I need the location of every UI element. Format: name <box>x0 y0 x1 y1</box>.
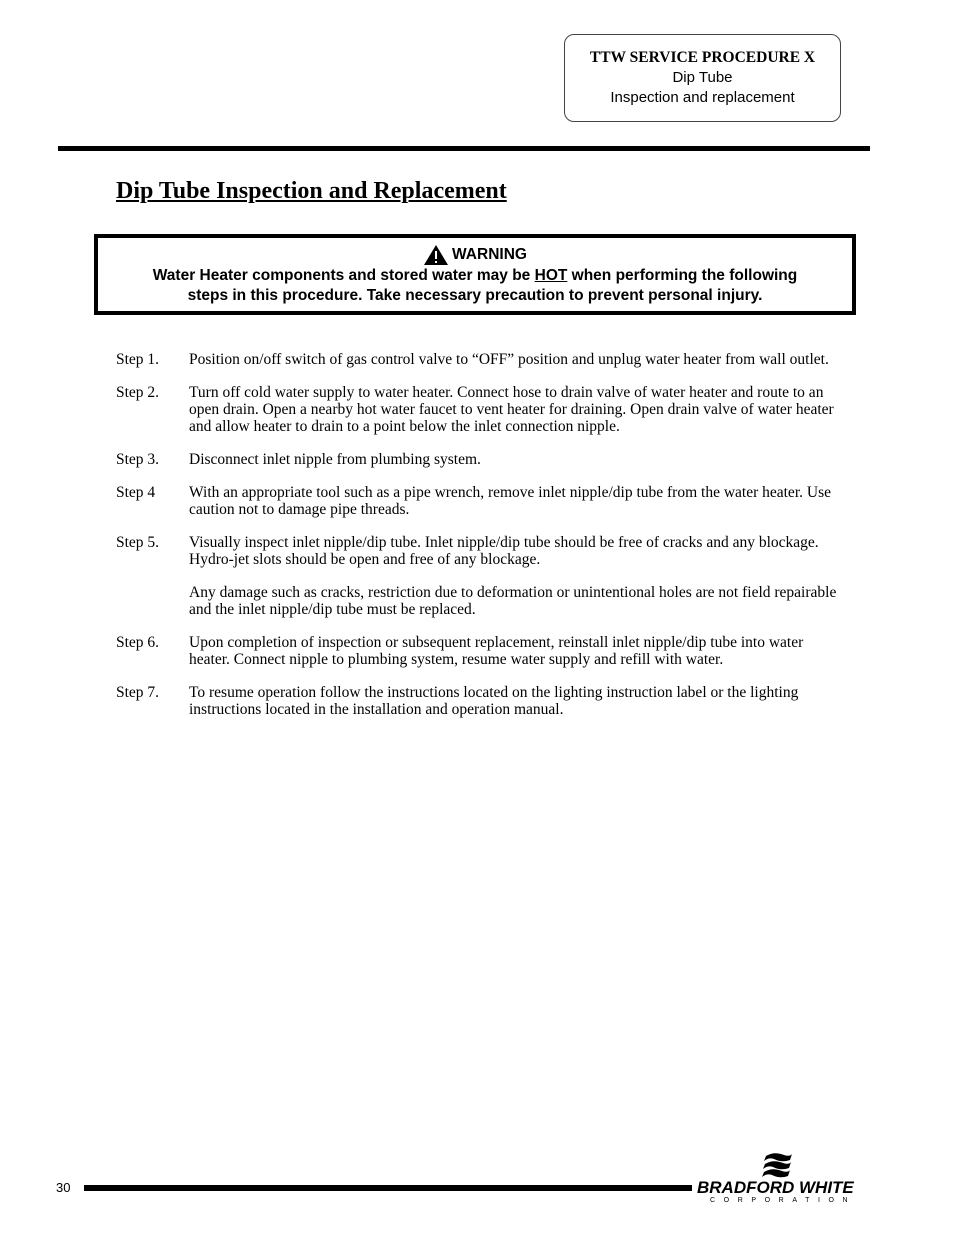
warning-text-line1 <box>98 266 852 286</box>
step-text: To resume operation follow the instructions located on the lighting instruction label or the lighting instructions located in the installation and operation manual. <box>189 684 799 718</box>
procedure-header-title: TTW SERVICE PROCEDURE X <box>589 49 816 66</box>
warning-heading-row <box>98 244 852 266</box>
page-number: 30 <box>56 1180 71 1195</box>
step-label: Step 5. <box>116 534 160 551</box>
warning-text-line2: steps in this procedure. Take necessary precaution to prevent personal injury. <box>187 287 763 304</box>
step-body <box>189 384 846 435</box>
step-label: Step 3. <box>116 451 160 468</box>
step-body <box>189 484 846 518</box>
warning-text-before: Water Heater components and stored water may be <box>152 267 535 284</box>
warning-hot-text: HOT <box>534 267 568 284</box>
step-text: Turn off cold water supply to water heater. Connect hose to drain valve of water heater and route to an open drain. Open a nearby hot water faucet to vent heater for draining. Open drain valve of water heater and allow heater to drain to a point below the inlet connection nipple. <box>189 384 834 435</box>
step-3 <box>116 451 846 468</box>
step-label: Step 7. <box>116 684 160 701</box>
step-4 <box>116 484 846 518</box>
step-label: Step 2. <box>116 384 160 401</box>
top-divider <box>58 146 870 151</box>
step-body <box>189 634 846 668</box>
bradford-white-logo <box>694 1152 874 1208</box>
step-text: Upon completion of inspection or subsequent replacement, reinstall inlet nipple/dip tube into water heater. Connect nipple to plumbing system, resume water supply and refill with water. <box>189 634 804 668</box>
warning-triangle-icon <box>423 244 449 266</box>
step-text: Any damage such as cracks, restriction due to deformation or unintentional holes are not field repairable and the inlet nipple/dip tube must be replaced. <box>189 584 837 618</box>
procedure-header-subject: Dip Tube <box>672 69 733 86</box>
step-body <box>189 451 846 468</box>
step-text: With an appropriate tool such as a pipe wrench, remove inlet nipple/dip tube from the water heater. Use caution not to damage pipe threads. <box>189 484 831 518</box>
page-title: Dip Tube Inspection and Replacement <box>116 178 507 204</box>
step-label: Step 6. <box>116 634 160 651</box>
step-label: Step 1. <box>116 351 160 368</box>
step-text: Disconnect inlet nipple from plumbing system. <box>189 451 481 468</box>
step-1 <box>116 351 846 368</box>
step-body <box>189 684 846 718</box>
step-body <box>189 534 846 618</box>
warning-box <box>94 234 856 315</box>
step-6 <box>116 634 846 668</box>
bradford-white-logo-icon <box>760 1152 796 1180</box>
warning-heading: WARNING <box>452 246 527 263</box>
step-2 <box>116 384 846 435</box>
step-text: Visually inspect inlet nipple/dip tube. Inlet nipple/dip tube should be free of cracks and any blockage. Hydro-jet slots should be open and free of any blockage. <box>189 534 819 568</box>
warning-text-after: when performing the following <box>567 267 798 284</box>
step-5 <box>116 534 846 618</box>
procedure-steps <box>116 351 846 734</box>
step-body <box>189 351 846 368</box>
step-7 <box>116 684 846 718</box>
step-text: Position on/off switch of gas control valve to “OFF” position and unplug water heater from wall outlet. <box>189 351 829 368</box>
procedure-header-description: Inspection and replacement <box>610 89 795 106</box>
bottom-divider <box>84 1185 692 1191</box>
step-label: Step 4 <box>116 484 156 501</box>
procedure-header-box <box>564 34 841 122</box>
logo-subtitle: CORPORATION <box>710 1197 857 1204</box>
logo-name: BRADFORD WHITE <box>697 1178 854 1197</box>
